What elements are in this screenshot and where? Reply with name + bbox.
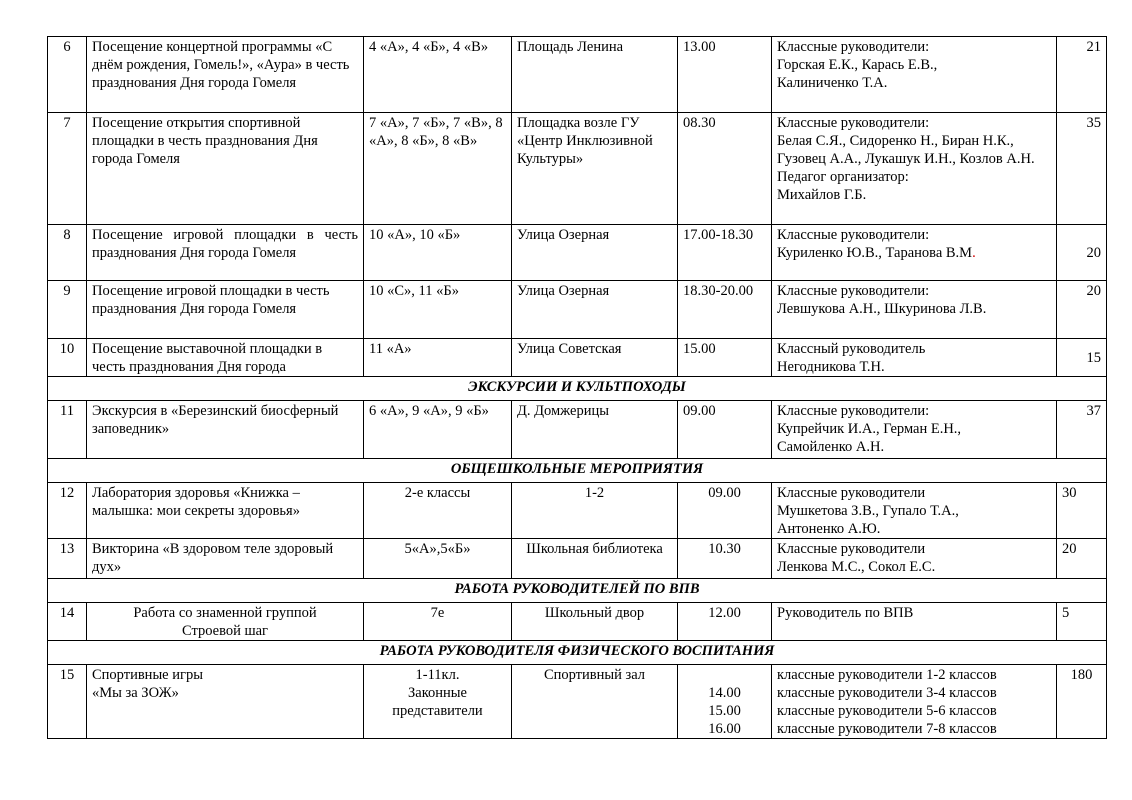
time-cell: 18.30-20.00 [678, 281, 772, 339]
event-cell: Посещение концертной программы «С днём рождения, Гомель!», «Аура» в честь празднования Дня города Гомеля [87, 37, 364, 113]
responsible-cell: Классные руководители Мушкетова З.В., Гупало Т.А., Антоненко А.Ю. [772, 483, 1057, 539]
event-cell: Спортивные игры «Мы за ЗОЖ» [87, 665, 364, 739]
place-cell: Улица Советская [512, 339, 678, 377]
event-cell: Посещение выставочной площадки в честь празднования Дня города [87, 339, 364, 377]
classes-cell: 6 «А», 9 «А», 9 «Б» [364, 401, 512, 459]
responsible-cell: Классные руководители: Белая С.Я., Сидоренко Н., Биран Н.К., Гузовец А.А., Лукашук И.Н., Козлов А.Н. Педагог организатор: Михайлов Г.Б. [772, 113, 1057, 225]
table-row [48, 665, 1107, 739]
table-row [48, 539, 1107, 579]
responsible-cell: Классные руководители: Левшукова А.Н., Шкуринова Л.В. [772, 281, 1057, 339]
count-cell: 20 [1057, 281, 1107, 339]
row-number: 12 [48, 483, 87, 539]
table-row [48, 281, 1107, 339]
section-row [48, 579, 1107, 603]
classes-cell: 10 «А», 10 «Б» [364, 225, 512, 281]
responsible-cell: Классный руководитель Негодникова Т.Н. [772, 339, 1057, 377]
row-number: 7 [48, 113, 87, 225]
place-cell: Спортивный зал [512, 665, 678, 739]
place-cell: 1-2 [512, 483, 678, 539]
time-cell: 10.30 [678, 539, 772, 579]
event-cell: Посещение игровой площадки в честь празднования Дня города Гомеля [87, 281, 364, 339]
row-number: 6 [48, 37, 87, 113]
time-cell: 15.00 [678, 339, 772, 377]
count-cell: 30 [1057, 483, 1107, 539]
time-cell: 08.30 [678, 113, 772, 225]
section-heading: ОБЩЕШКОЛЬНЫЕ МЕРОПРИЯТИЯ [48, 459, 1107, 483]
count-cell: 5 [1057, 603, 1107, 641]
event-cell: Викторина «В здоровом теле здоровый дух» [87, 539, 364, 579]
count-cell: 20 [1057, 225, 1107, 281]
row-number: 9 [48, 281, 87, 339]
responsible-cell: Классные руководители: Горская Е.К., Карась Е.В., Калиниченко Т.А. [772, 37, 1057, 113]
count-cell: 180 [1057, 665, 1107, 739]
place-cell: Площадь Ленина [512, 37, 678, 113]
event-cell: Посещение игровой площадки в честь празднования Дня города Гомеля [87, 225, 364, 281]
responsible-cell: Руководитель по ВПВ [772, 603, 1057, 641]
classes-cell: 11 «А» [364, 339, 512, 377]
time-cell: 17.00-18.30 [678, 225, 772, 281]
place-cell: Площадка возле ГУ «Центр Инклюзивной Культуры» [512, 113, 678, 225]
row-number: 13 [48, 539, 87, 579]
responsible-cell: Классные руководители: Куриленко Ю.В., Таранова В.М. [772, 225, 1057, 281]
responsible-cell: Классные руководители: Купрейчик И.А., Герман Е.Н., Самойленко А.Н. [772, 401, 1057, 459]
count-cell: 21 [1057, 37, 1107, 113]
place-cell: Школьный двор [512, 603, 678, 641]
responsible-cell: классные руководители 1-2 классов классные руководители 3-4 классов классные руководители 5-6 классов классные руководители 7-8 классов [772, 665, 1057, 739]
schedule-table [47, 36, 1107, 739]
classes-cell: 10 «С», 11 «Б» [364, 281, 512, 339]
row-number: 8 [48, 225, 87, 281]
classes-cell: 7 «А», 7 «Б», 7 «В», 8 «А», 8 «Б», 8 «В» [364, 113, 512, 225]
classes-cell: 4 «А», 4 «Б», 4 «В» [364, 37, 512, 113]
row-number: 11 [48, 401, 87, 459]
section-heading: РАБОТА РУКОВОДИТЕЛЕЙ ПО ВПВ [48, 579, 1107, 603]
section-heading: ЭКСКУРСИИ И КУЛЬТПОХОДЫ [48, 377, 1107, 401]
table-row [48, 483, 1107, 539]
classes-cell: 7е [364, 603, 512, 641]
place-cell: Школьная библиотека [512, 539, 678, 579]
time-cell: 09.00 [678, 483, 772, 539]
row-number: 14 [48, 603, 87, 641]
table-row [48, 339, 1107, 377]
time-cell: 09.00 [678, 401, 772, 459]
event-cell: Посещение открытия спортивной площадки в честь празднования Дня города Гомеля [87, 113, 364, 225]
classes-cell: 5«А»,5«Б» [364, 539, 512, 579]
count-cell: 20 [1057, 539, 1107, 579]
classes-cell: 1-11кл. Законные представители [364, 665, 512, 739]
place-cell: Улица Озерная [512, 225, 678, 281]
table-row [48, 603, 1107, 641]
responsible-cell: Классные руководители Ленкова М.С., Сокол Е.С. [772, 539, 1057, 579]
time-cell: 12.00 [678, 603, 772, 641]
section-row [48, 641, 1107, 665]
classes-cell: 2-е классы [364, 483, 512, 539]
event-cell: Лаборатория здоровья «Книжка – малышка: мои секреты здоровья» [87, 483, 364, 539]
section-heading: РАБОТА РУКОВОДИТЕЛЯ ФИЗИЧЕСКОГО ВОСПИТАНИЯ [48, 641, 1107, 665]
place-cell: Д. Домжерицы [512, 401, 678, 459]
count-cell: 15 [1057, 339, 1107, 377]
event-cell: Работа со знаменной группой Строевой шаг [87, 603, 364, 641]
time-cell: 13.00 [678, 37, 772, 113]
table-row [48, 113, 1107, 225]
row-number: 15 [48, 665, 87, 739]
table-row [48, 37, 1107, 113]
table-row [48, 225, 1107, 281]
count-cell: 35 [1057, 113, 1107, 225]
table-row [48, 401, 1107, 459]
row-number: 10 [48, 339, 87, 377]
place-cell: Улица Озерная [512, 281, 678, 339]
event-cell: Экскурсия в «Березинский биосферный заповедник» [87, 401, 364, 459]
section-row [48, 459, 1107, 483]
section-row [48, 377, 1107, 401]
time-cell: 14.00 15.00 16.00 [678, 665, 772, 739]
count-cell: 37 [1057, 401, 1107, 459]
